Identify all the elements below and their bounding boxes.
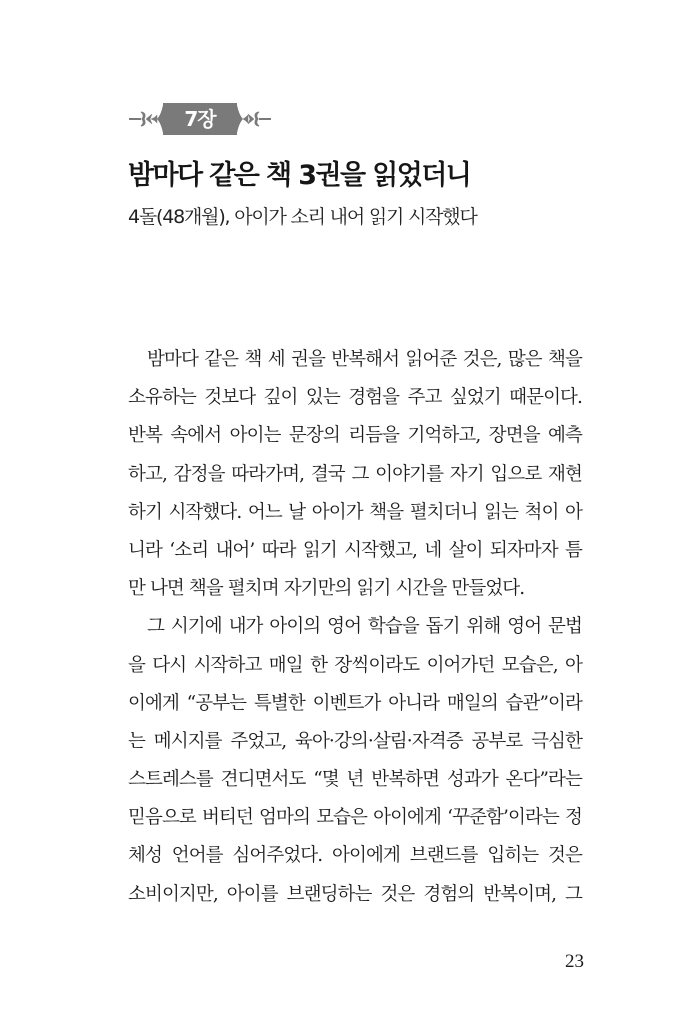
- body-line: 하기 시작했다. 어느 날 아이가 책을 펼치더니 읽는 척이 아: [128, 501, 582, 523]
- body-line: 스트레스를 견디면서도 “몇 년 반복하면 성과가 온다”라는: [128, 769, 582, 791]
- body-line: 는 메시지를 주었고, 육아·강의·살림·자격증 공부로 극심한: [128, 730, 582, 752]
- body-line: 그 시기에 내가 아이의 영어 학습을 돕기 위해 영어 문법: [147, 616, 582, 638]
- body-line: 이에게 “공부는 특별한 이벤트가 아니라 매일의 습관”이라: [128, 692, 582, 714]
- body-line: 밤마다 같은 책 세 권을 반복해서 읽어준 것은, 많은 책을: [147, 349, 582, 370]
- body-line: 니라 ‘소리 내어’ 따라 읽기 시작했고, 네 살이 되자마자 틈: [128, 539, 582, 561]
- page-number: 23: [565, 951, 584, 972]
- body-text: [128, 341, 582, 914]
- chapter-number-label: 7장: [184, 107, 216, 131]
- body-line: 만 나면 책을 펼치며 자기만의 읽기 시간을 만들었다.: [128, 578, 525, 600]
- chapter-title: 밤마다 같은 책 3권을 읽었더니: [128, 160, 471, 191]
- body-line: 하고, 감정을 따라가며, 결국 그 이야기를 자기 입으로 재현: [128, 463, 582, 485]
- body-line: 체성 언어를 심어주었다. 아이에게 브랜드를 입히는 것은: [128, 845, 582, 867]
- body-line: 소비이지만, 아이를 브랜딩하는 것은 경험의 반복이며, 그: [128, 883, 582, 905]
- chapter-subtitle: 4돌(48개월), 아이가 소리 내어 읽기 시작했다: [128, 206, 477, 228]
- chapter-banner: [127, 101, 273, 137]
- body-line: 믿음으로 버티던 엄마의 모습은 아이에게 ‘꾸준함’이라는 정: [128, 807, 582, 829]
- body-line: 반복 속에서 아이는 문장의 리듬을 기억하고, 장면을 예측: [128, 425, 582, 447]
- body-line: 소유하는 것보다 깊이 있는 경험을 주고 싶었기 때문이다.: [128, 387, 582, 409]
- body-line: 을 다시 시작하고 매일 한 장씩이라도 이어가던 모습은, 아: [128, 654, 582, 676]
